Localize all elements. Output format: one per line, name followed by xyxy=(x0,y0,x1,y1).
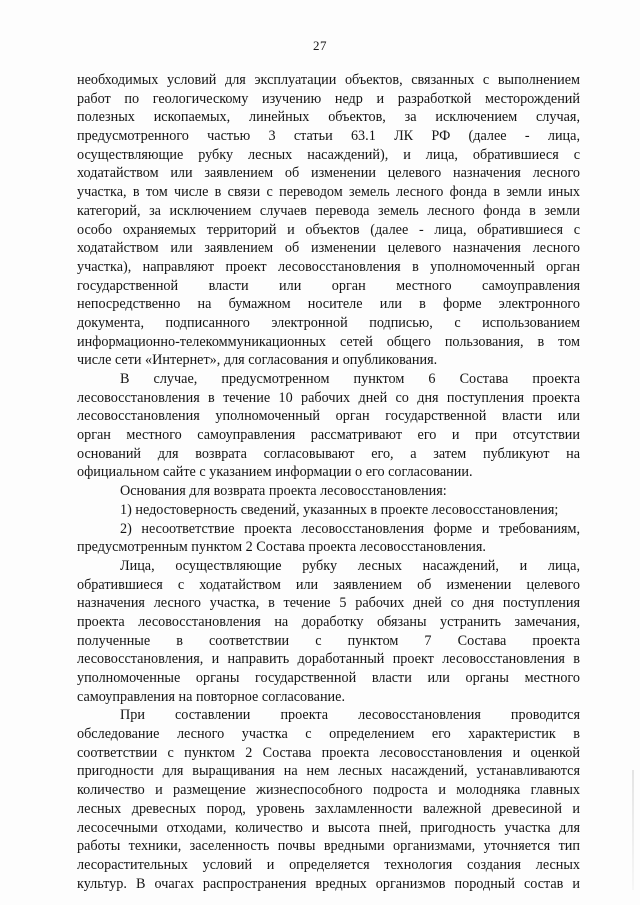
text-line: лесовосстановления в течение 10 рабочих дней со дня поступления проекта xyxy=(77,389,580,406)
text-line: соответствии с пунктом 2 Состава проекта лесовосстановления и оценкой xyxy=(77,744,580,761)
text-line: обследование лесного участка с определением его характеристик в xyxy=(77,726,580,743)
text-line: количество и размещение жизнеспособного подроста и молодняка главных xyxy=(77,782,580,799)
text-line: документа, подписанного электронной подписью, с использованием xyxy=(77,314,580,331)
text-line: самоуправления на повторное согласование. xyxy=(77,688,345,705)
text-line: обратившиеся с ходатайством или заявлением об изменении целевого xyxy=(77,576,580,593)
text-line: ходатайством или заявлением об изменении целевого назначения лесного xyxy=(77,240,580,257)
text-line: полученные в соответствии с пунктом 7 Состава проекта xyxy=(77,632,580,649)
text-line: лесовосстановления, и направить доработанный проект лесовосстановления в xyxy=(77,651,580,668)
text-line: категорий, за исключением случаев перевода земель лесного фонда в земли xyxy=(77,202,580,219)
text-line: участка, в том числе в связи с переводом земель лесного фонда в земли иных xyxy=(77,184,580,201)
text-line: орган местного самоуправления рассматривают его и при отсутствии xyxy=(77,427,580,444)
text-line: работы техники, заселенность почвы вредными организмами, уточняется тип xyxy=(77,838,580,855)
text-line: Основания для возврата проекта лесовосстановления: xyxy=(120,483,447,500)
scan-edge-shadow xyxy=(632,770,634,890)
text-line: работ по геологическому изучению недр и разработкой месторождений xyxy=(77,90,580,107)
text-line: Лица, осуществляющие рубку лесных насаждений, и лица, xyxy=(120,557,580,574)
body-text xyxy=(77,71,580,893)
text-line: 1) недостоверность сведений, указанных в проекте лесовосстановления; xyxy=(120,501,559,518)
page-number: 27 xyxy=(313,38,327,53)
text-line: уполномоченные органы государственной власти или органы местного xyxy=(77,670,580,686)
text-line: информационно-телекоммуникационных сетей общего пользования, в том xyxy=(77,333,580,350)
text-line: участка), направляют проект лесовосстановления в уполномоченный орган xyxy=(77,258,580,275)
text-line: лесосечными отходами, количество и высота пней, пригодность участка для xyxy=(77,819,580,836)
text-line: культур. В очагах распространения вредных организмов породный состав и xyxy=(77,875,580,892)
text-line: оснований для возврата согласовывают его, а затем публикуют на xyxy=(77,445,580,462)
text-line: лесорастительных условий и определяется технология создания лесных xyxy=(77,856,580,873)
text-line: числе сети «Интернет», для согласования и опубликования. xyxy=(77,352,438,369)
text-line: предусмотренным пунктом 2 Состава проекта лесовосстановления. xyxy=(77,539,486,556)
text-line: осуществляющие рубку лесных насаждений), и лица, обратившиеся с xyxy=(77,146,580,163)
text-line: проекта лесовосстановления на доработку обязаны устранить замечания, xyxy=(77,613,580,630)
text-line: лесовосстановления уполномоченный орган государственной власти или xyxy=(77,408,580,425)
text-line: ходатайством или заявлением об изменении целевого назначения лесного xyxy=(77,165,580,182)
text-line: В случае, предусмотренном пунктом 6 Состава проекта xyxy=(120,371,580,387)
text-line: непосредственно на бумажном носителе или в форме электронного xyxy=(77,296,580,313)
text-line: предусмотренного частью 3 статьи 63.1 ЛК РФ (далее - лица, xyxy=(77,128,580,145)
text-line: особо охраняемых территорий и объектов (далее - лица, обратившиеся с xyxy=(77,221,580,238)
text-line: государственной власти или орган местного самоуправления xyxy=(77,277,580,294)
text-line: При составлении проекта лесовосстановления проводится xyxy=(120,707,580,724)
text-line: назначения лесного участка, в течение 5 рабочих дней со дня поступления xyxy=(77,595,580,612)
text-line: необходимых условий для эксплуатации объектов, связанных с выполнением xyxy=(77,72,580,88)
text-line: лесных древесных пород, уровень захламленности валежной древесиной и xyxy=(77,800,580,817)
text-line: полезных ископаемых, линейных объектов, за исключением случая, xyxy=(77,109,580,126)
text-line: 2) несоответствие проекта лесовосстановления форме и требованиям, xyxy=(120,520,580,537)
text-line: официальном сайте с указанием информации о его согласовании. xyxy=(77,464,473,481)
text-line: пригодности для выращивания на нем лесных насаждений, устанавливаются xyxy=(77,763,580,780)
